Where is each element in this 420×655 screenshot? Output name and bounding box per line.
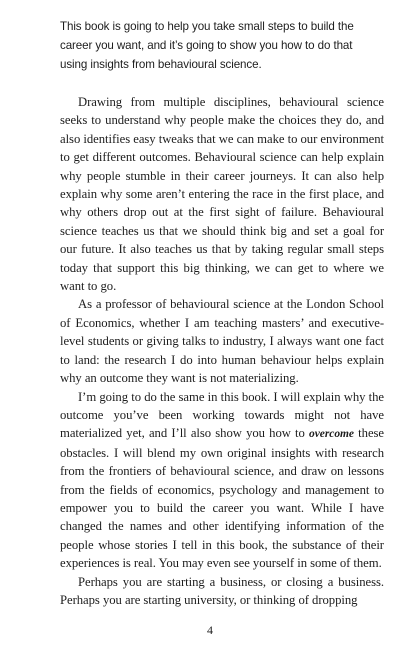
body-text <box>60 93 384 609</box>
emphasized-word: overcome <box>309 428 354 441</box>
page-number: 4 <box>207 623 213 637</box>
paragraph-3 <box>60 388 384 573</box>
paragraph-2: As a professor of behavioural science at the London School of Economics, whether I am teaching masters’ and executive-level students or giving talks to industry, I always want one fact to land: the research I do into human behaviour helps explain why an outcome they want is not materializing. <box>60 297 384 386</box>
paragraph-3-text-after: these obstacles. I will blend my own original insights with research from the frontiers of behavioural science, and draw on lessons from the fields of economics, psychology and management to empower you to build the career you want. While I have changed the names and other identifying information of the people whose stories I tell in this book, the substance of their experiences is real. You may even see yourself in some of them. <box>60 426 384 571</box>
intro-text: This book is going to help you take small steps to build the career you want, and it’s going to show you how to do that using insights from behavioural science. <box>60 20 354 71</box>
paragraph-4: Perhaps you are starting a business, or closing a business. Perhaps you are starting university, or thinking of dropping <box>60 574 384 607</box>
paragraph-3-text-before: I’m going to do the same in this book. I will explain why the outcome you’ve been working towards might not have materialized yet, and I’ll also show you how to <box>60 389 384 441</box>
paragraph-1: Drawing from multiple disciplines, behavioural science seeks to understand why people make the choices they do, and also identifies easy tweaks that we can make to our environment to get different outcomes. Behavioural science can help explain why people stumble in their career journeys. It can also help explain why some aren’t entering the race in the first place, and why others drop out at the first sight of failure. Behavioural science teaches us that we should think big and set a goal for our future. It also teaches us that by taking regular small steps today that support this big thinking, we can get to where we want to go. <box>60 95 384 294</box>
